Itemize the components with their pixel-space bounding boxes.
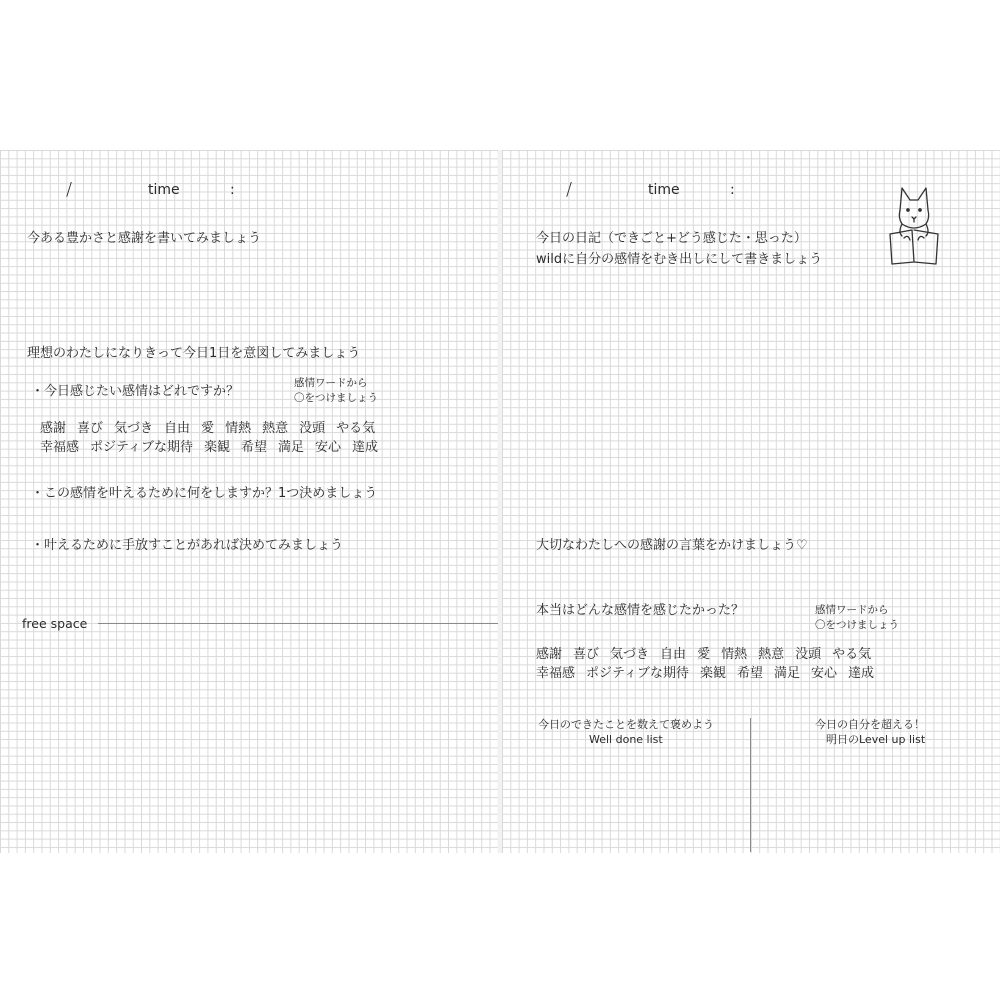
diary-prompt-line1: 今日の日記（できごと+どう感じた・思った）	[536, 231, 807, 246]
emotion-word[interactable]: 楽観	[203, 439, 230, 455]
circle-note	[294, 376, 378, 406]
emotion-word[interactable]: 満足	[278, 439, 305, 455]
abundance-prompt: 今ある豊かさと感謝を書いてみましょう	[27, 231, 262, 246]
free-space-rule	[98, 623, 498, 624]
well-done-heading: 今日のできたことを数えて褒めよう	[538, 718, 714, 731]
wolf-reading-book-icon	[886, 180, 942, 266]
let-go-question: ・叶えるために手放すことがあれば決めてみましょう	[31, 538, 344, 553]
emotion-word[interactable]: 情熱	[225, 421, 252, 436]
emotion-word[interactable]: 情熱	[721, 647, 748, 662]
emotion-row-2	[536, 665, 885, 684]
emotion-word[interactable]: 安心	[315, 439, 342, 455]
emotion-word[interactable]: 幸福感	[40, 439, 80, 455]
circle-note-line1: 感情ワードから	[815, 604, 889, 616]
action-question: ・この感情を叶えるために何をしますか？1つ決めましょう	[31, 486, 378, 501]
emotion-word[interactable]: 熱意	[758, 647, 785, 662]
diary-prompt-line2: wildに自分の感情をむき出しにして書きましょう	[536, 252, 823, 267]
emotion-word[interactable]: やる気	[336, 421, 376, 436]
time-label: time	[648, 182, 680, 198]
emotion-row-1	[536, 646, 885, 665]
emotion-word[interactable]: 楽観	[699, 665, 726, 681]
emotion-word[interactable]: 愛	[697, 647, 711, 662]
emotion-word[interactable]: 自由	[164, 421, 191, 436]
ideal-self-prompt: 理想のわたしになりきって今日1日を意図してみましょう	[27, 346, 361, 361]
time-colon: :	[730, 182, 735, 198]
emotion-word[interactable]: 達成	[848, 665, 875, 681]
emotion-row-2	[40, 439, 389, 458]
time-label: time	[148, 182, 180, 198]
emotion-word[interactable]: 喜び	[573, 647, 600, 662]
date-slash: /	[66, 179, 73, 200]
circle-note-line2: 〇をつけましょう	[815, 619, 899, 632]
level-up-list-label: 明日のLevel up list	[826, 733, 926, 746]
emotion-word[interactable]: 気づき	[114, 421, 154, 436]
self-gratitude-prompt: 大切なわたしへの感謝の言葉をかけましょう♡	[536, 538, 808, 553]
emotion-word[interactable]: 満足	[774, 665, 801, 681]
emotion-word[interactable]: 気づき	[610, 647, 650, 662]
true-feeling-question: 本当はどんな感情を感じたかった？	[536, 603, 745, 618]
circle-note-line1: 感情ワードから	[294, 377, 368, 389]
emotion-word[interactable]: 感謝	[40, 421, 67, 436]
emotion-word[interactable]: 希望	[737, 665, 764, 681]
emotion-word[interactable]: やる気	[832, 647, 872, 662]
emotion-word[interactable]: 没頭	[299, 421, 326, 436]
emotion-word[interactable]: 希望	[241, 439, 268, 455]
emotion-words	[40, 420, 389, 458]
well-done-list-label: Well done list	[589, 733, 663, 746]
free-space-label: free space	[22, 616, 88, 631]
emotion-word[interactable]: 安心	[811, 665, 838, 681]
emotion-word[interactable]: ポジティブな期待	[586, 665, 689, 681]
emotion-word[interactable]: 熱意	[262, 421, 289, 436]
emotion-word[interactable]: 幸福感	[536, 665, 576, 681]
emotion-word[interactable]: 達成	[352, 439, 379, 455]
emotion-word[interactable]: 没頭	[795, 647, 822, 662]
emotion-words	[536, 646, 885, 684]
emotion-word[interactable]: ポジティブな期待	[90, 439, 193, 455]
emotion-word[interactable]: 自由	[660, 647, 687, 662]
time-colon: :	[230, 182, 235, 198]
circle-note	[815, 603, 899, 633]
emotion-word[interactable]: 感謝	[536, 647, 563, 662]
emotion-word[interactable]: 愛	[201, 421, 215, 436]
emotion-row-1	[40, 420, 389, 439]
date-slash: /	[566, 179, 573, 200]
list-divider	[750, 718, 751, 852]
level-up-heading: 今日の自分を超える！	[815, 718, 925, 731]
circle-note-line2: 〇をつけましょう	[294, 392, 378, 405]
feel-today-question: ・今日感じたい感情はどれですか？	[31, 384, 240, 399]
emotion-word[interactable]: 喜び	[77, 421, 104, 436]
